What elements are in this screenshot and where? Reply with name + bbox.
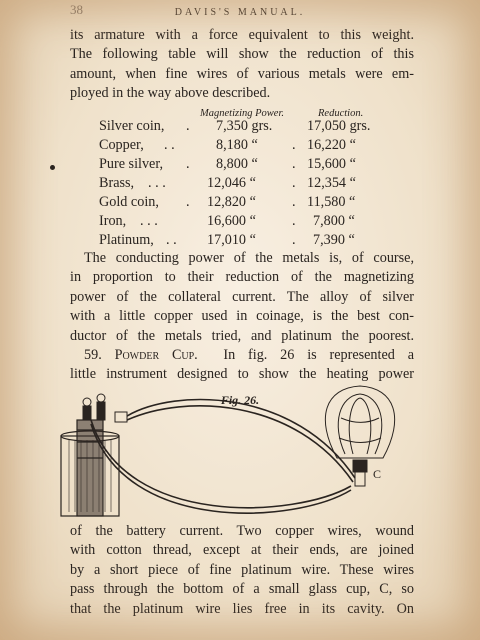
reduction-value: 11,580 “ — [307, 194, 356, 210]
page-number: 38 — [70, 2, 83, 17]
metal-name: Pure silver, — [99, 156, 164, 172]
figure-caption: Fig. 26. — [220, 393, 260, 407]
column-header-power: Magnetizing Power. — [200, 108, 284, 119]
conducting-line: with a little copper used in coinage, is the best con- — [70, 308, 414, 325]
section-text: In fig. 26 is represented a — [223, 347, 414, 363]
section-title: Powder Cup. — [114, 347, 198, 363]
row-separator: . — [292, 137, 296, 153]
column-header-reduction: Reduction. — [318, 108, 364, 119]
figure-powder-cup — [55, 378, 405, 518]
reduction-value: 12,354 “ — [307, 175, 356, 191]
copper-wires-drawing — [91, 400, 355, 514]
reduction-value: 7,390 “ — [313, 232, 355, 248]
margin-dot — [50, 165, 55, 170]
leader-dots: . — [186, 156, 190, 172]
glass-cup-drawing — [325, 386, 394, 486]
power-value: 8,180 “ — [216, 137, 258, 153]
metal-name: Copper, — [99, 137, 144, 153]
row-separator: . — [292, 175, 296, 191]
table-row — [0, 213, 480, 232]
reduction-value: 15,600 “ — [307, 156, 356, 172]
closing-line: pass through the bottom of a small glass cup, C, so — [70, 581, 414, 598]
power-value: 8,800 “ — [216, 156, 258, 172]
binding-posts-drawing — [83, 394, 127, 422]
conducting-line: ductor of the metals tried, and platinum the poorest. — [70, 327, 414, 344]
reduction-value: 7,800 “ — [313, 213, 355, 229]
metal-name: Brass, — [99, 175, 135, 191]
intro-line: The following table will show the reduction of this — [70, 46, 414, 63]
row-separator: . — [292, 232, 296, 248]
closing-line: that the platinum wire lies free in its cavity. On — [70, 600, 414, 617]
intro-line: amount, when fine wires of various metals were em- — [70, 65, 414, 82]
battery-jar-drawing — [61, 420, 119, 516]
row-separator: . — [292, 213, 296, 229]
reduction-value: 16,220 “ — [307, 137, 356, 153]
conducting-line: in proportion to their reduction of the magnetizing — [70, 269, 414, 286]
cup-label-c: C — [373, 467, 382, 481]
power-value: 12,820 “ — [207, 194, 256, 210]
section-number: 59. — [84, 347, 102, 363]
power-value: 17,010 “ — [207, 232, 256, 248]
table-row — [0, 175, 480, 194]
intro-paragraph — [70, 26, 414, 104]
closing-paragraph — [70, 522, 414, 619]
metal-name: Silver coin, — [99, 118, 165, 134]
reduction-value: 17,050 grs. — [307, 118, 371, 134]
leader-dots: . . — [164, 137, 175, 153]
metal-name: Iron, — [99, 213, 127, 229]
intro-line: its armature with a force equivalent to this weight. — [70, 27, 414, 43]
conducting-line: power of the collateral current. The alloy of silver — [70, 288, 414, 305]
table-row — [0, 118, 480, 137]
leader-dots: . . . — [148, 175, 166, 191]
closing-line: of the battery current. Two copper wires, wound — [70, 523, 414, 539]
conducting-paragraph — [70, 249, 414, 346]
table-row — [0, 137, 480, 156]
intro-line: ployed in the way above described. — [70, 85, 271, 102]
section-line: little instrument designed to show the heating power — [70, 366, 414, 383]
conducting-line: The conducting power of the metals is, of course, — [84, 250, 414, 266]
metal-name: Platinum, — [99, 232, 154, 248]
metal-name: Gold coin, — [99, 194, 159, 210]
leader-dots: . — [186, 194, 190, 210]
leader-dots: . — [186, 118, 190, 134]
row-separator: . — [292, 194, 296, 210]
power-value: 7,350 grs. — [216, 118, 273, 134]
closing-line: with cotton thread, except at their ends, are joined — [70, 542, 414, 559]
table-row — [0, 194, 480, 213]
section-heading-line — [70, 346, 414, 365]
closing-line: by a short piece of fine platinum wire. These wires — [70, 561, 414, 578]
row-separator: . — [292, 156, 296, 172]
leader-dots: . . . — [140, 213, 158, 229]
running-head: DAVIS'S MANUAL. — [174, 7, 306, 18]
power-value: 12,046 “ — [207, 175, 256, 191]
power-value: 16,600 “ — [207, 213, 256, 229]
leader-dots: . . — [166, 232, 177, 248]
table-row — [0, 156, 480, 175]
